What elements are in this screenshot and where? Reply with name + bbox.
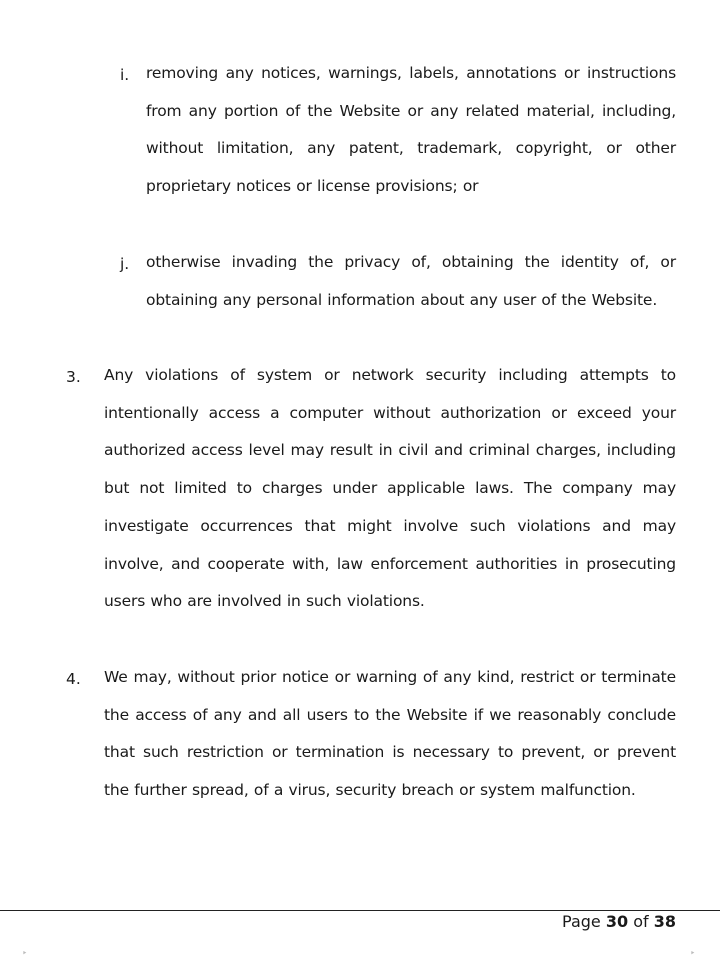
clause-text: Any violations of system or network security including attempts to intentionally access a computer without authorization or exceed your authorized access level may result in civil and criminal charges, including but not limited to charges under applicable laws. The company may investigate occurrences that might involve such violations and may involve, and cooperate with, law enforcement authorities in prosecuting users who are involved in such violations. [104, 366, 676, 611]
list-item-text: otherwise invading the privacy of, obtaining the identity of, or obtaining any personal information about any user of the Website. [146, 253, 676, 309]
corner-mark-left: ‣ [22, 949, 28, 959]
list-marker: i. [120, 66, 130, 84]
page-of-label: of [633, 912, 649, 931]
clause-text: We may, without prior notice or warning of any kind, restrict or terminate the access of any and all users to the Website if we reasonably conclude that such restriction or termination is necessary to prevent, or prevent the further spread, of a virus, security breach or system malfunction. [104, 668, 676, 800]
total-pages: 38 [653, 912, 676, 931]
list-marker: j. [120, 255, 130, 273]
current-page: 30 [605, 912, 629, 931]
clause-number: 3. [66, 368, 81, 386]
corner-mark-right: ‣ [690, 949, 696, 959]
page-label: Page [562, 912, 601, 931]
list-item-text: removing any notices, warnings, labels, annotations or instructions from any portion of the Website or any related material, including, without limitation, any patent, trademark, copyright, or other proprietary notices or license provisions; or [146, 64, 676, 196]
clause-number: 4. [66, 670, 81, 688]
page-number [562, 912, 676, 932]
footer-divider [0, 910, 720, 911]
